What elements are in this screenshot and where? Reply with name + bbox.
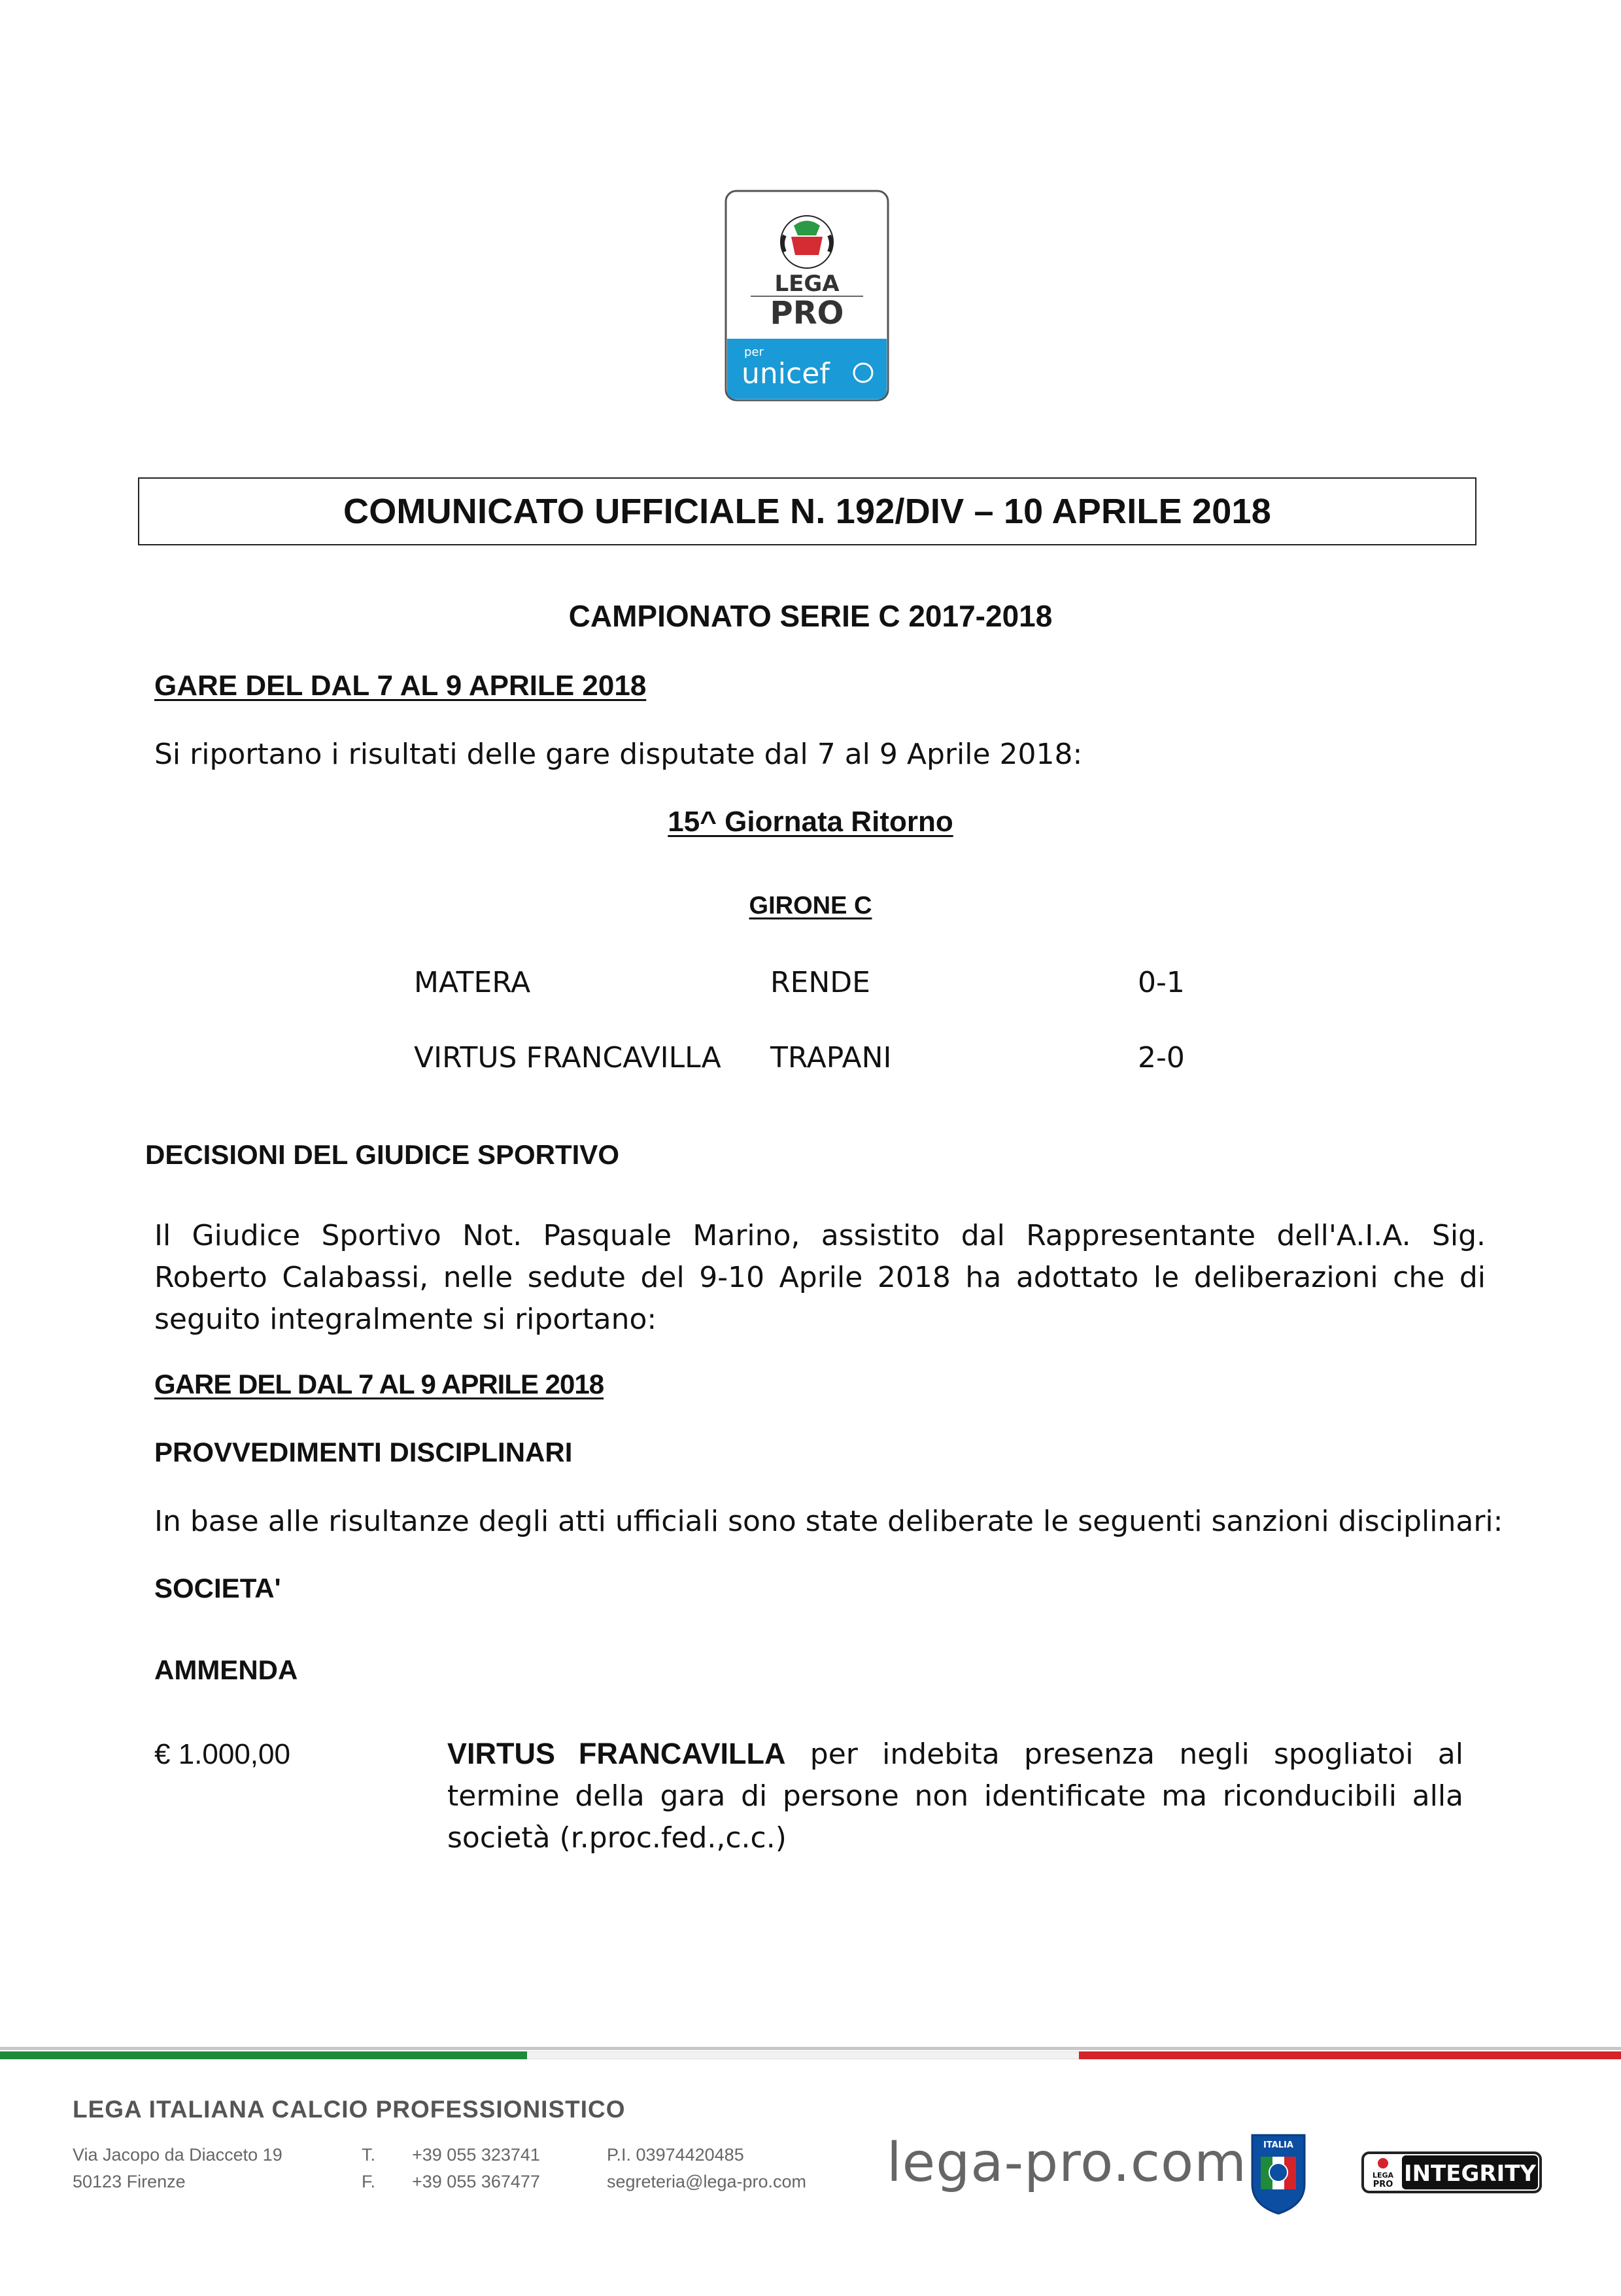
logo-badge: [725, 190, 889, 402]
championship-title: CAMPIONATO SERIE C 2017-2018: [568, 599, 1053, 633]
footer-email[interactable]: segreteria@lega-pro.com: [607, 2172, 807, 2191]
integrity-lega-text: LEGA: [1372, 2171, 1394, 2180]
provisions-intro: In base alle risultanze degli atti ufficiali sono state deliberate le seguenti sanzioni disciplinari:: [154, 1505, 1503, 1538]
footer-fax: +39 055 367477: [412, 2172, 540, 2191]
integrity-badge: [1361, 2151, 1542, 2193]
footer-organization: LEGA ITALIANA CALCIO PROFESSIONISTICO: [73, 2096, 626, 2123]
footer-phone-label: T.: [362, 2145, 376, 2165]
match-away-team: TRAPANI: [770, 1041, 892, 1074]
footer-website[interactable]: lega-pro.com: [887, 2132, 1248, 2194]
decisions-games-heading: GARE DEL DAL 7 AL 9 APRILE 2018: [154, 1369, 604, 1399]
logo-per-text: per: [744, 345, 764, 359]
integrity-logo-icon: [1361, 2151, 1542, 2193]
logo-unicef-text: unicef: [742, 357, 830, 390]
integrity-pro-text: PRO: [1373, 2180, 1393, 2189]
match-home-team: VIRTUS FRANCAVILLA: [414, 1041, 721, 1074]
footer-vat: P.I. 03974420485: [607, 2145, 744, 2165]
decisions-paragraph: Il Giudice Sportivo Not. Pasquale Marino, assistito dal Rappresentante dell'A.I.A. Sig. Roberto Calabassi, nelle sedute del 9-10 Aprile 2018 ha adottato le deliberazioni che di seguito integralmente si riportano:: [154, 1219, 1486, 1336]
figc-shield-icon: [1250, 2133, 1306, 2216]
match-home-team: MATERA: [414, 966, 531, 999]
societa-heading: SOCIETA': [154, 1573, 281, 1603]
integrity-text: INTEGRITY: [1403, 2161, 1537, 2187]
fine-description: [447, 1733, 1463, 1859]
fine-amount: € 1.000,00: [154, 1738, 290, 1770]
document-title: COMUNICATO UFFICIALE N. 192/DIV – 10 APRILE 2018: [138, 477, 1476, 545]
ammenda-heading: AMMENDA: [154, 1654, 298, 1685]
footer-fax-label: F.: [362, 2172, 376, 2191]
figc-badge: [1250, 2133, 1306, 2216]
logo-pro-text: PRO: [770, 295, 844, 332]
decisions-heading: DECISIONI DEL GIUDICE SPORTIVO: [145, 1139, 619, 1170]
footer-address-line1: Via Jacopo da Diacceto 19: [73, 2145, 282, 2165]
group-title: GIRONE C: [749, 892, 872, 919]
flag-stripe-green: [0, 2051, 527, 2059]
footer-phone: +39 055 323741: [412, 2145, 540, 2165]
lega-pro-unicef-logo: [725, 190, 889, 402]
round-title: 15^ Giornata Ritorno: [668, 806, 953, 838]
logo-lega-text: LEGA: [774, 271, 840, 297]
fine-team: VIRTUS FRANCAVILLA: [447, 1737, 786, 1770]
results-intro: Si riportano i risultati delle gare disputate dal 7 al 9 Aprile 2018:: [154, 738, 1083, 771]
flag-stripe-white: [527, 2051, 1079, 2059]
games-heading: GARE DEL DAL 7 AL 9 APRILE 2018: [154, 670, 647, 702]
footer-address-line2: 50123 Firenze: [73, 2172, 186, 2191]
match-score: 0-1: [1138, 966, 1185, 999]
match-away-team: RENDE: [770, 966, 870, 999]
figc-text: ITALIA: [1263, 2140, 1293, 2150]
match-score: 2-0: [1138, 1041, 1185, 1074]
provisions-heading: PROVVEDIMENTI DISCIPLINARI: [154, 1437, 573, 1467]
flag-stripe-red: [1079, 2051, 1621, 2059]
footer-divider: [0, 2047, 1621, 2050]
fine-text: per indebita presenza negli spogliatoi al termine della gara di persone non identificate ma riconducibili alla società (r.proc.fed.,c.c.): [447, 1738, 1463, 1855]
